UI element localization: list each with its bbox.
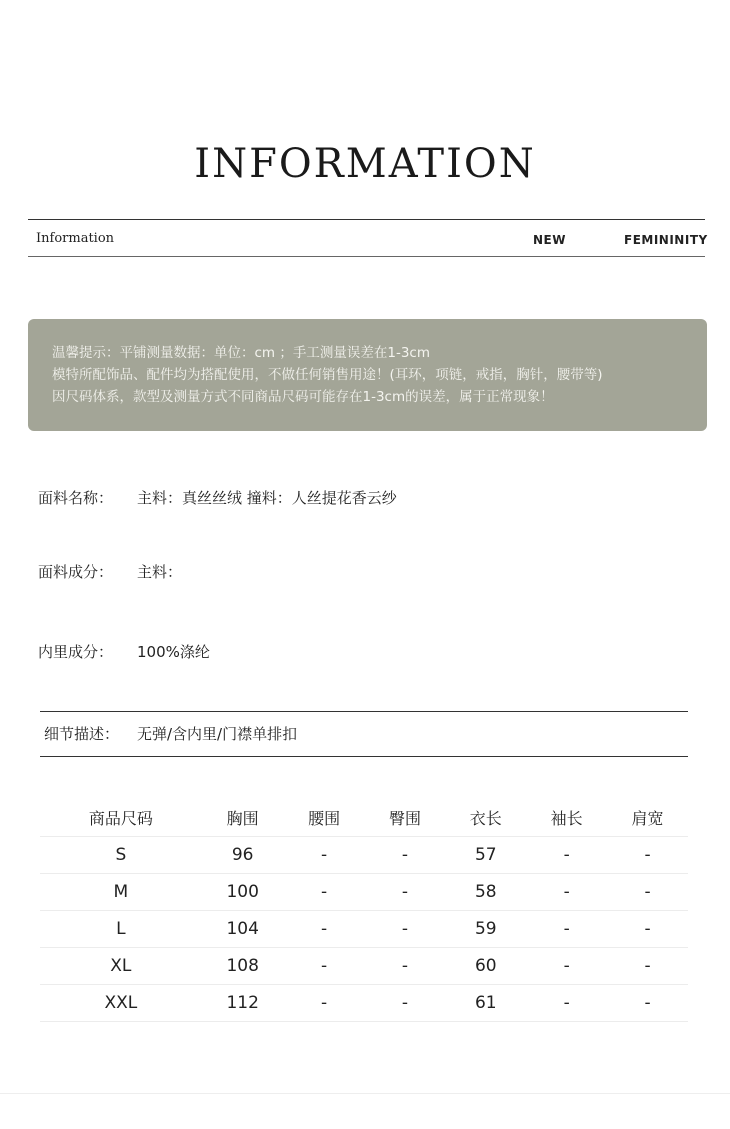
details-value: 无弹/含内里/门襟单排扣 [137, 725, 298, 743]
header-length: 衣长 [469, 808, 502, 828]
page-title: INFORMATION [194, 141, 536, 187]
cell-waist: - [284, 985, 365, 1022]
notice-box [28, 319, 707, 431]
subheader-femininity: FEMININITY [624, 233, 708, 247]
lining-content-value: 100%涤纶 [137, 643, 210, 661]
cell-hip: - [365, 911, 446, 948]
cell-length: 61 [445, 985, 526, 1022]
cell-hip: - [365, 985, 446, 1022]
cell-length: 57 [445, 837, 526, 874]
details-divider-top [40, 711, 688, 712]
size-table-header-row [40, 798, 688, 837]
cell-size: L [40, 911, 202, 948]
table-row [40, 911, 688, 948]
table-row [40, 985, 688, 1022]
size-table [40, 798, 688, 1022]
footer-divider [0, 1093, 730, 1094]
cell-waist: - [284, 911, 365, 948]
header-chest: 胸围 [226, 808, 259, 828]
cell-chest: 112 [202, 985, 284, 1022]
cell-length: 59 [445, 911, 526, 948]
cell-size: S [40, 837, 202, 874]
cell-sleeve: - [526, 837, 607, 874]
fabric-name-value: 主料：真丝丝绒 撞料：人丝提花香云纱 [137, 489, 397, 507]
cell-chest: 100 [202, 874, 284, 911]
notice-line-3: 因尺码体系，款型及测量方式不同商品尺码可能存在1-3cm的误差，属于正常现象！ [52, 389, 554, 405]
cell-hip: - [365, 837, 446, 874]
divider-bottom [28, 256, 705, 257]
cell-hip: - [365, 948, 446, 985]
header-hip: 臀围 [388, 808, 421, 828]
header-sleeve: 袖长 [550, 808, 583, 828]
cell-shoulder: - [607, 911, 688, 948]
cell-shoulder: - [607, 948, 688, 985]
cell-waist: - [284, 874, 365, 911]
cell-size: XXL [40, 985, 202, 1022]
header-shoulder: 肩宽 [631, 808, 664, 828]
cell-shoulder: - [607, 874, 688, 911]
fabric-name-label: 面料名称： [38, 489, 114, 507]
subheader-information: Information [36, 231, 115, 246]
notice-line-2: 模特所配饰品、配件均为搭配使用，不做任何销售用途！(耳环，项链，戒指，胸针，腰带等) [52, 367, 603, 383]
table-row [40, 837, 688, 874]
fabric-content-value: 主料： [137, 563, 183, 581]
cell-sleeve: - [526, 874, 607, 911]
notice-line-1: 温馨提示：平铺测量数据：单位：cm ；手工测量误差在1-3cm [52, 345, 430, 361]
cell-chest: 96 [202, 837, 284, 874]
cell-length: 60 [445, 948, 526, 985]
header-size: 商品尺码 [88, 808, 153, 828]
subheader-new: NEW [533, 233, 566, 247]
cell-sleeve: - [526, 948, 607, 985]
table-row [40, 948, 688, 985]
cell-waist: - [284, 948, 365, 985]
cell-sleeve: - [526, 985, 607, 1022]
details-divider-bottom [40, 756, 688, 757]
cell-shoulder: - [607, 837, 688, 874]
cell-sleeve: - [526, 911, 607, 948]
cell-shoulder: - [607, 985, 688, 1022]
divider-top [28, 219, 705, 220]
lining-content-label: 内里成分： [38, 643, 114, 661]
details-label: 细节描述： [44, 725, 120, 743]
cell-length: 58 [445, 874, 526, 911]
cell-hip: - [365, 874, 446, 911]
cell-size: XL [40, 948, 202, 985]
header-waist: 腰围 [308, 808, 341, 828]
cell-chest: 104 [202, 911, 284, 948]
cell-size: M [40, 874, 202, 911]
cell-chest: 108 [202, 948, 284, 985]
cell-waist: - [284, 837, 365, 874]
fabric-content-label: 面料成分： [38, 563, 114, 581]
table-row [40, 874, 688, 911]
